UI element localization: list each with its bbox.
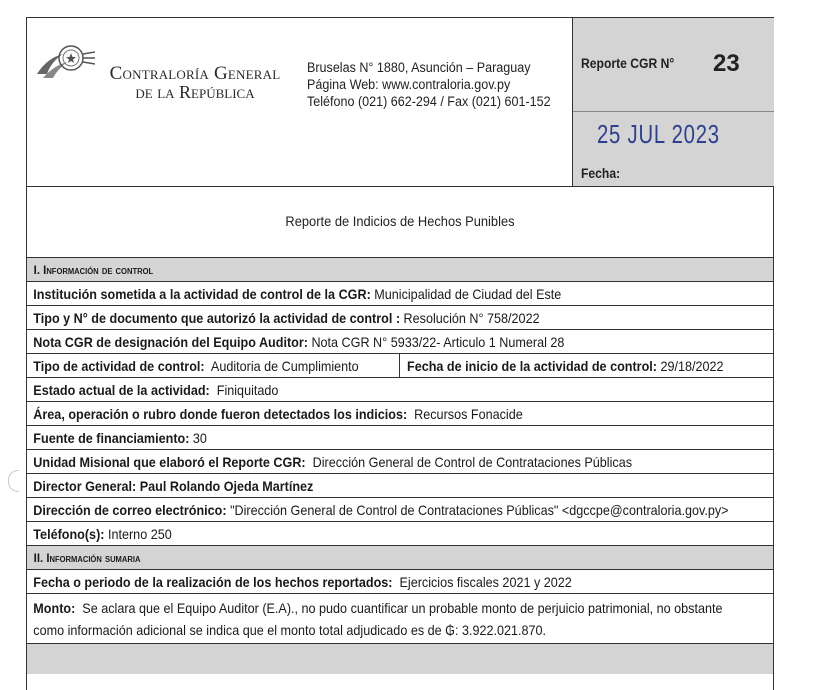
row-estado-actual	[27, 378, 773, 402]
field-label: Institución sometida a la actividad de control de la CGR:	[33, 286, 371, 302]
row-area-operacion	[27, 402, 773, 426]
row-monto	[27, 594, 773, 644]
contact-info	[307, 59, 551, 110]
field-label: Dirección de correo electrónico:	[33, 502, 227, 518]
field-value: Finiquitado	[216, 382, 279, 398]
field-value: 30	[192, 430, 207, 446]
coat-of-arms-logo-icon	[33, 40, 95, 84]
section-heading-sumaria: II. Información sumaria	[27, 546, 773, 570]
row-unidad-misional	[27, 450, 773, 474]
contact-phone: Teléfono (021) 662-294 / Fax (021) 601-152	[307, 94, 551, 109]
field-value: Auditoria de Cumplimiento	[210, 358, 359, 374]
contact-address: Bruselas N° 1880, Asunción – Paraguay	[307, 60, 531, 75]
field-label: Unidad Misional que elaboró el Reporte CGR:	[33, 454, 306, 470]
report-number: 23	[713, 50, 740, 77]
field-label: Teléfono(s):	[33, 526, 105, 542]
field-label: Director General: Paul Rolando Ojeda Martínez	[33, 478, 314, 494]
row-nota-cgr	[27, 330, 773, 354]
document-title-row	[27, 186, 773, 258]
organization-name	[89, 64, 301, 102]
field-value: Ejercicios fiscales 2021 y 2022	[399, 574, 572, 590]
row-director-general	[27, 474, 773, 498]
row-institucion	[27, 282, 773, 306]
org-name-line2: de la República	[135, 82, 255, 102]
field-value: Resolución N° 758/2022	[403, 310, 540, 326]
monto-line1: Se aclara que el Equipo Auditor (E.A)., no pudo cuantificar un probable monto de perjuicio patrimonial, no obstante	[82, 600, 723, 616]
field-label: Fecha o periodo de la realización de los hechos reportados:	[33, 574, 393, 590]
field-value: Nota CGR N° 5933/22- Articulo 1 Numeral 28	[311, 334, 565, 350]
report-number-label: Reporte CGR N°	[581, 56, 675, 71]
row-tipo-actividad	[27, 354, 773, 378]
row-tipo-documento	[27, 306, 773, 330]
date-stamp: 25 JUL 2023	[597, 119, 720, 149]
field-value: Interno 250	[107, 526, 172, 542]
field-label: Monto:	[33, 600, 76, 616]
document-title: Reporte de Indicios de Hechos Punibles	[285, 213, 515, 229]
row-correo	[27, 498, 773, 522]
field-label: Área, operación o rubro donde fueron detectados los indicios:	[33, 406, 408, 422]
section-heading-control: I. Información de control	[27, 258, 773, 282]
field-label: Tipo de actividad de control:	[33, 358, 205, 374]
field-label: Estado actual de la actividad:	[33, 382, 210, 398]
next-section-band	[27, 644, 773, 674]
row-telefono	[27, 522, 773, 546]
row-periodo	[27, 570, 773, 594]
field-value: Recursos Fonacide	[414, 406, 523, 422]
document-page	[26, 17, 774, 690]
row-fuente-financiamiento	[27, 426, 773, 450]
field-value: 29/18/2022	[660, 358, 724, 374]
contact-website: Página Web: www.contraloria.gov.py	[307, 77, 511, 92]
field-value: "Dirección General de Control de Contrataciones Públicas" <dgccpe@contraloria.gov.py>	[230, 502, 729, 518]
org-name-line1: Contraloría General	[109, 63, 281, 84]
fecha-label: Fecha:	[581, 166, 621, 181]
field-label: Nota CGR de designación del Equipo Auditor:	[33, 334, 308, 350]
field-label: Fuente de financiamiento:	[33, 430, 190, 446]
report-info-box	[572, 18, 774, 186]
document-header	[27, 18, 773, 187]
monto-line2: como información adicional se indica que el monto total adjudicado es de ₲: 3.922.021.870.	[33, 622, 547, 638]
field-value: Dirección General de Control de Contrataciones Públicas	[312, 454, 633, 470]
field-value: Municipalidad de Ciudad del Este	[374, 286, 562, 302]
page-edge-decoration	[8, 470, 19, 492]
field-label: Tipo y N° de documento que autorizó la actividad de control :	[33, 310, 401, 326]
field-label: Fecha de inicio de la actividad de control:	[407, 358, 657, 374]
